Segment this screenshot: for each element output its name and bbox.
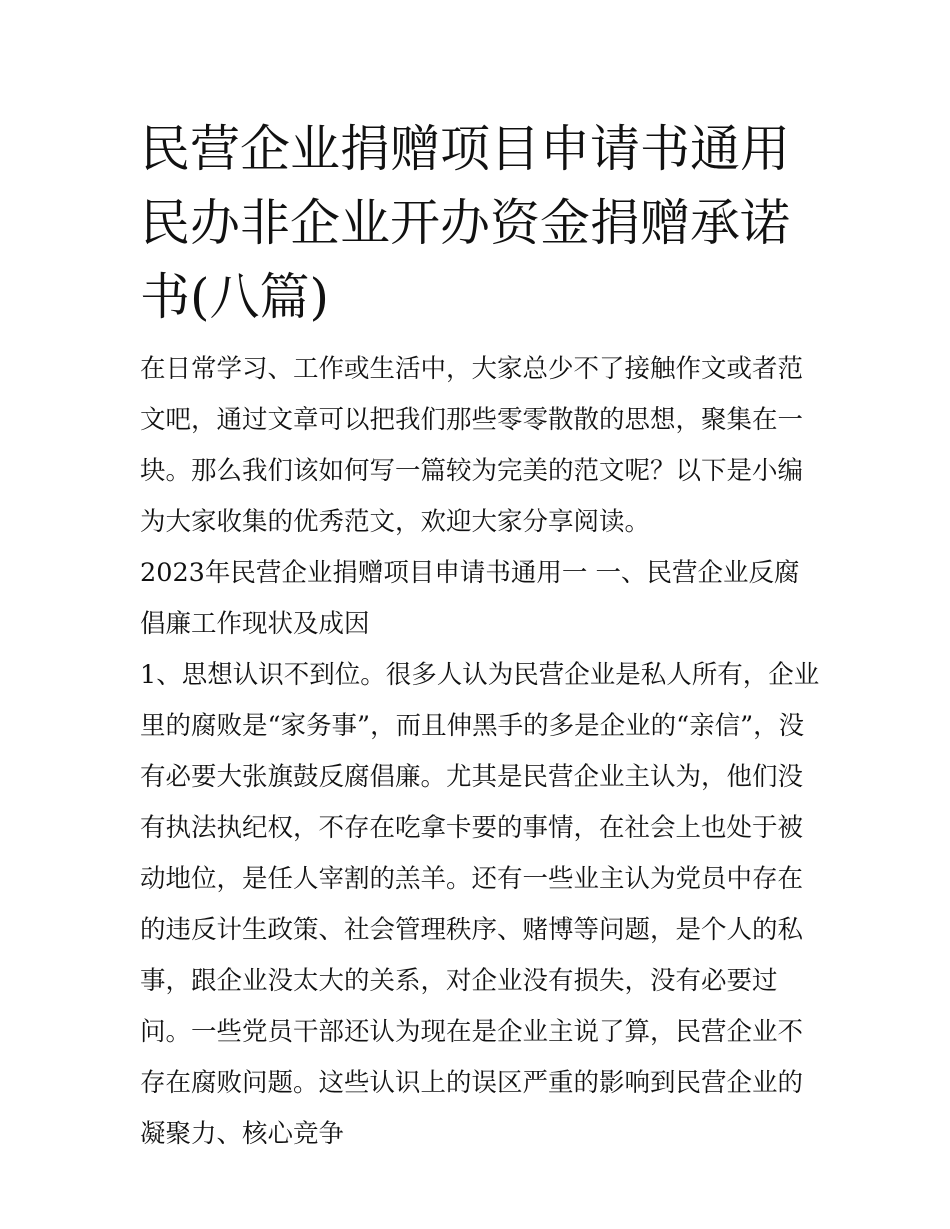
section-heading: 2023年民营企业捐赠项目申请书通用一 一、民营企业反腐倡廉工作现状及成因 xyxy=(140,558,800,639)
document-content xyxy=(140,112,820,1160)
document-title: 民营企业捐赠项目申请书通用民办非企业开办资金捐赠承诺书(八篇) xyxy=(140,120,790,326)
body-paragraph: 1、思想认识不到位。很多人认为民营企业是私人所有，企业里的腐败是“家务事”，而且伸黑手的多是企业的“亲信”，没有必要大张旗鼓反腐倡廉。尤其是民营企业主认为，他们没有执法执纪权，不存在吃拿卡要的事情，在社会上也处于被动地位，是任人宰割的羔羊。还有一些业主认为党员中存在的违反计生政策、社会管理秩序、赌博等问题，是个人的私事，跟企业没太大的关系，对企业没有损失，没有必要过问。一些党员干部还认为现在是企业主说了算，民营企业不存在腐败问题。这些认识上的误区严重的影响到民营企业的凝聚力、核心竞争 xyxy=(140,660,820,1149)
document-body xyxy=(140,344,820,1160)
intro-paragraph: 在日常学习、工作或生活中，大家总少不了接触作文或者范文吧，通过文章可以把我们那些零零散散的思想，聚集在一块。那么我们该如何写一篇较为完美的范文呢？以下是小编为大家收集的优秀范文，欢迎大家分享阅读。 xyxy=(140,354,804,537)
